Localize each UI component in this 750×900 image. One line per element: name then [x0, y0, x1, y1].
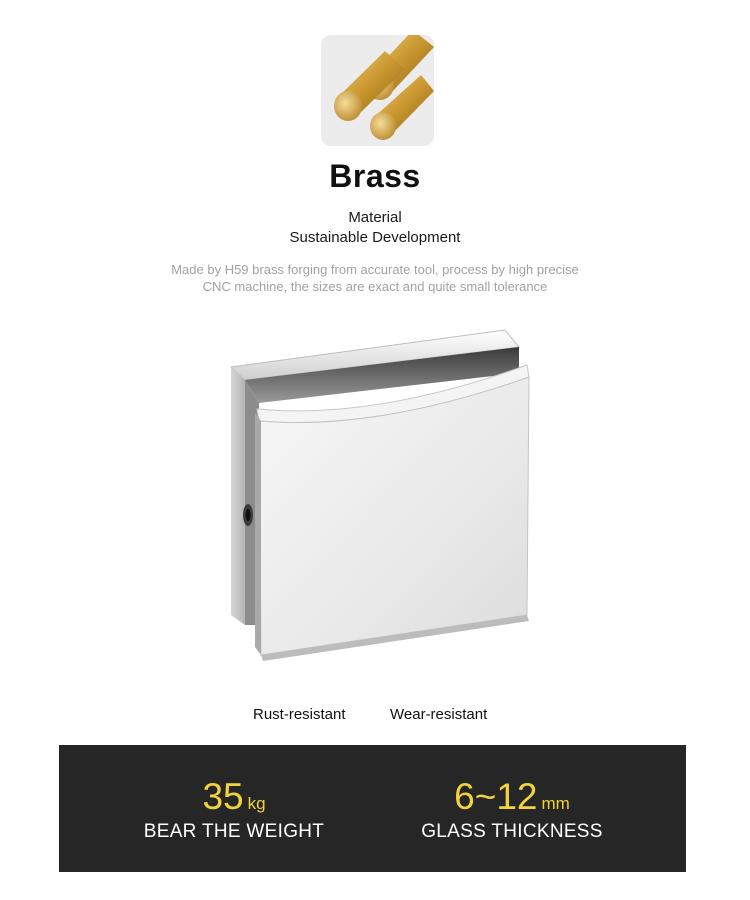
- stat-weight: [129, 777, 339, 843]
- stat-thickness-value: 6~12: [454, 776, 538, 817]
- stat-weight-value-row: [129, 777, 339, 817]
- stat-weight-label: BEAR THE WEIGHT: [143, 821, 325, 842]
- stat-weight-unit: kg: [247, 794, 266, 813]
- subtitle-material: Material: [348, 209, 402, 226]
- stat-thickness-label: GLASS THICKNESS: [421, 821, 603, 842]
- feature-rust-resistant: Rust-resistant: [253, 706, 346, 723]
- feature-wear-resistant: Wear-resistant: [390, 706, 488, 723]
- description-line-2: CNC machine, the sizes are exact and quite small tolerance: [202, 279, 548, 294]
- specs-panel: [59, 745, 686, 872]
- stat-glass-thickness: [407, 777, 617, 843]
- brass-rods-icon: [321, 35, 434, 146]
- description-line-1: Made by H59 brass forging from accurate tool, process by high precise: [171, 262, 579, 277]
- glass-clamp-image: [215, 325, 545, 665]
- stat-weight-value: 35: [202, 776, 244, 817]
- stat-thickness-unit: mm: [541, 794, 570, 813]
- stat-thickness-value-row: [407, 777, 617, 817]
- subtitle-sustainable: Sustainable Development: [289, 229, 461, 246]
- page-title: Brass: [329, 158, 421, 194]
